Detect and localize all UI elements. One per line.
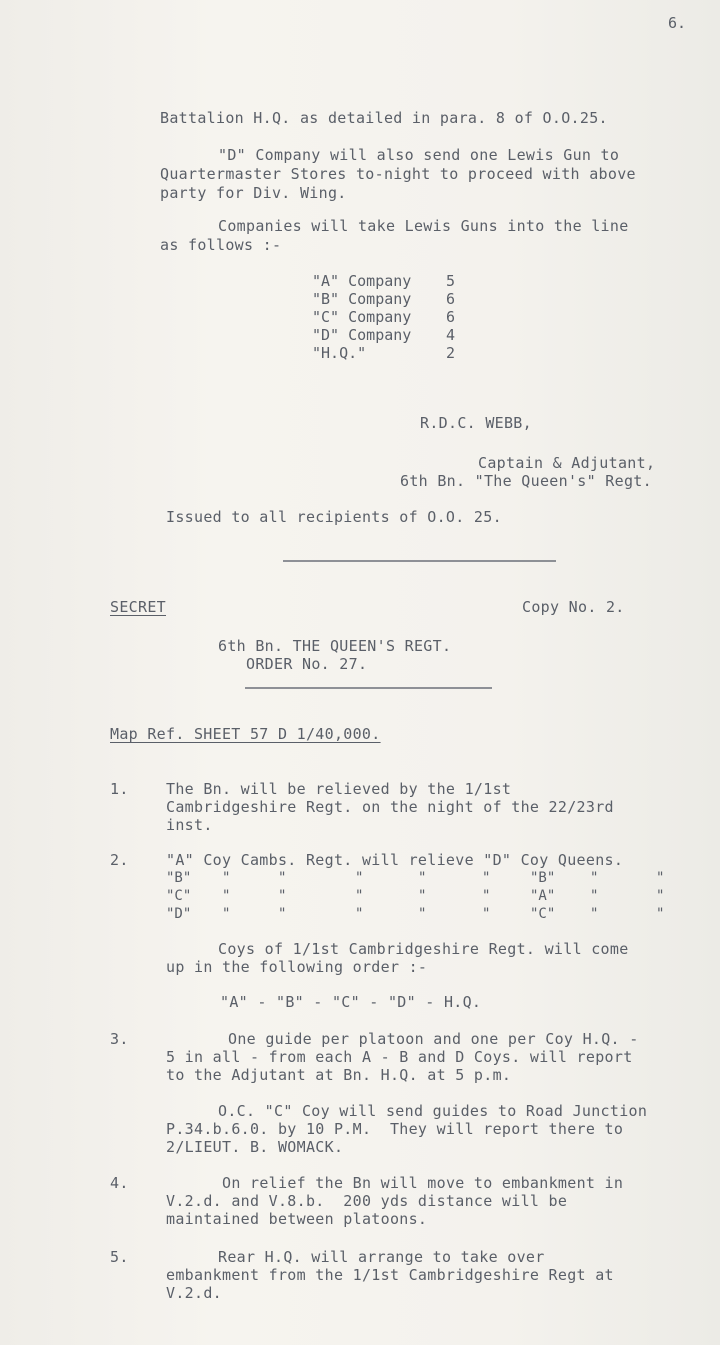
section-divider bbox=[283, 560, 556, 562]
ditto-mark: " bbox=[656, 870, 665, 886]
order-heading-2: ORDER No. 27. bbox=[246, 655, 368, 673]
ditto-mark: " bbox=[222, 906, 231, 922]
relief-from: "D" bbox=[166, 906, 192, 922]
map-reference: Map Ref. SHEET 57 D 1/40,000. bbox=[110, 725, 381, 743]
ditto-mark: " bbox=[222, 870, 231, 886]
lewis-company-count: 6 bbox=[446, 308, 456, 326]
page-number: 6. bbox=[668, 14, 687, 32]
issued-line: Issued to all recipients of O.O. 25. bbox=[166, 508, 502, 526]
ditto-mark: " bbox=[222, 888, 231, 904]
ditto-mark: " bbox=[355, 870, 364, 886]
relief-from: "B" bbox=[166, 870, 192, 886]
secret-label: SECRET bbox=[110, 598, 166, 616]
order-heading-1: 6th Bn. THE QUEEN'S REGT. bbox=[218, 637, 452, 655]
ditto-mark: " bbox=[482, 888, 491, 904]
item-3-line-2: 5 in all - from each A - B and D Coys. will report bbox=[166, 1048, 633, 1066]
item-number-5: 5. bbox=[110, 1248, 129, 1266]
coming-up-order: "A" - "B" - "C" - "D" - H.Q. bbox=[220, 993, 482, 1011]
relief-to: "C" bbox=[530, 906, 556, 922]
ditto-mark: " bbox=[590, 888, 599, 904]
item-number-4: 4. bbox=[110, 1174, 129, 1192]
relief-to: "B" bbox=[530, 870, 556, 886]
item-3b-line-2: P.34.b.6.0. by 10 P.M. They will report there to bbox=[166, 1120, 624, 1138]
lewis-company-label: "B" Company bbox=[312, 290, 412, 308]
lewis-company-label: "A" Company bbox=[312, 272, 412, 290]
ditto-mark: " bbox=[590, 870, 599, 886]
signature-title-1: Captain & Adjutant, bbox=[478, 454, 656, 472]
item-5-line-3: V.2.d. bbox=[166, 1284, 222, 1302]
item-4-line-1: On relief the Bn will move to embankment in bbox=[222, 1174, 624, 1192]
lewis-company-label: "H.Q." bbox=[312, 344, 367, 362]
lewis-company-count: 2 bbox=[446, 344, 456, 362]
item-3b-line-3: 2/LIEUT. B. WOMACK. bbox=[166, 1138, 344, 1156]
item-3-line-1: One guide per platoon and one per Coy H.Q. - bbox=[228, 1030, 639, 1048]
item-number-1: 1. bbox=[110, 780, 129, 798]
ditto-mark: " bbox=[418, 870, 427, 886]
copy-number: Copy No. 2. bbox=[522, 598, 625, 616]
heading-divider bbox=[245, 687, 492, 689]
item-1-line-2: Cambridgeshire Regt. on the night of the 22/23rd bbox=[166, 798, 614, 816]
para-d-line-2: Quartermaster Stores to-night to proceed with above bbox=[160, 165, 636, 183]
ditto-mark: " bbox=[278, 870, 287, 886]
lewis-company-label: "D" Company bbox=[312, 326, 412, 344]
item-1-line-3: inst. bbox=[166, 816, 213, 834]
signature-name: R.D.C. WEBB, bbox=[420, 414, 532, 432]
item-2b-line-1: Coys of 1/1st Cambridgeshire Regt. will come bbox=[218, 940, 629, 958]
ditto-mark: " bbox=[278, 906, 287, 922]
ditto-mark: " bbox=[482, 870, 491, 886]
item-1-line-1: The Bn. will be relieved by the 1/1st bbox=[166, 780, 512, 798]
lewis-company-count: 4 bbox=[446, 326, 456, 344]
ditto-mark: " bbox=[656, 906, 665, 922]
relief-to: "A" bbox=[530, 888, 556, 904]
battalion-hq-line: Battalion H.Q. as detailed in para. 8 of O.O.25. bbox=[160, 109, 608, 127]
lewis-company-count: 5 bbox=[446, 272, 456, 290]
ditto-mark: " bbox=[482, 906, 491, 922]
item-2b-line-2: up in the following order :- bbox=[166, 958, 428, 976]
item-4-line-2: V.2.d. and V.8.b. 200 yds distance will be bbox=[166, 1192, 568, 1210]
para-d-line-1: "D" Company will also send one Lewis Gun to bbox=[218, 146, 620, 164]
item-number-3: 3. bbox=[110, 1030, 129, 1048]
ditto-mark: " bbox=[656, 888, 665, 904]
ditto-mark: " bbox=[355, 888, 364, 904]
item-5-line-2: embankment from the 1/1st Cambridgeshire Regt at bbox=[166, 1266, 614, 1284]
lewis-company-label: "C" Company bbox=[312, 308, 412, 326]
item-3-line-3: to the Adjutant at Bn. H.Q. at 5 p.m. bbox=[166, 1066, 512, 1084]
para-lewis-line-2: as follows :- bbox=[160, 236, 282, 254]
ditto-mark: " bbox=[418, 906, 427, 922]
para-lewis-line-1: Companies will take Lewis Guns into the line bbox=[218, 217, 629, 235]
ditto-mark: " bbox=[278, 888, 287, 904]
para-d-line-3: party for Div. Wing. bbox=[160, 184, 347, 202]
signature-title-2: 6th Bn. "The Queen's" Regt. bbox=[400, 472, 652, 490]
ditto-mark: " bbox=[355, 906, 364, 922]
item-3b-line-1: O.C. "C" Coy will send guides to Road Junction bbox=[218, 1102, 648, 1120]
ditto-mark: " bbox=[418, 888, 427, 904]
item-4-line-3: maintained between platoons. bbox=[166, 1210, 428, 1228]
item-5-line-1: Rear H.Q. will arrange to take over bbox=[218, 1248, 545, 1266]
lewis-company-count: 6 bbox=[446, 290, 456, 308]
item-number-2: 2. bbox=[110, 851, 129, 869]
relief-from: "C" bbox=[166, 888, 192, 904]
relief-row-1: "A" Coy Cambs. Regt. will relieve "D" Coy Queens. bbox=[166, 851, 624, 869]
ditto-mark: " bbox=[590, 906, 599, 922]
